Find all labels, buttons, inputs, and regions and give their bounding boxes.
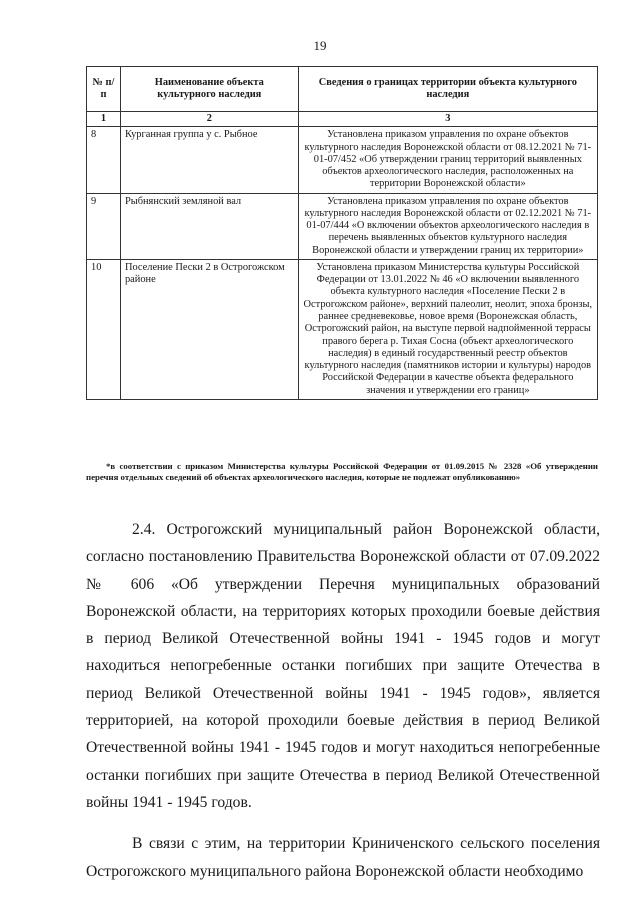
row-number: 9 (87, 193, 121, 259)
table-row (87, 193, 598, 259)
column-number: 1 (87, 112, 121, 127)
boundary-info: Установлена приказом управления по охране объектов культурного наследия Воронежской области от 02.12.2021 № 71-01-07/444 «О включении объектов археологического наследия в перечень выявленных объектов культурного наследия Воронежской области и утверждении границ их территории» (298, 193, 597, 259)
column-number: 2 (120, 112, 298, 127)
paragraph-2-4: 2.4. Острогожский муниципальный район Воронежской области, согласно постановлению Правительства Воронежской области от 07.09.2022 № 606 «Об утверждении Перечня муниципальных образований Воронежской области, на территориях которых проходили боевые действия в период Великой Отечественной войны 1941 - 1945 годов и могут находиться непогребенные останки погибших при защите Отечества в период Великой Отечественной войны 1941 - 1945 годов», является территорией, на которой проходили боевые действия в период Великой Отечественной войны 1941 - 1945 годов и могут находиться непогребенные останки погибших при защите Отечества в период Великой Отечественной войны 1941 - 1945 годов. (86, 521, 600, 811)
table-row (87, 259, 598, 399)
column-number-row (87, 112, 598, 127)
object-name: Рыбнянский земляной вал (120, 193, 298, 259)
column-number: 3 (298, 112, 597, 127)
table-header-row (87, 67, 598, 112)
row-number: 8 (87, 127, 121, 193)
page-number: 19 (313, 38, 327, 53)
header-number: № п/п (87, 67, 121, 112)
heritage-objects-table (86, 66, 598, 400)
row-number: 10 (87, 259, 121, 399)
paragraph-continuation: В связи с этим, на территории Криниченского сельского поселения Острогожского муниципального района Воронежской области необходимо (86, 835, 600, 880)
body-text (86, 516, 600, 899)
table-row (87, 127, 598, 193)
boundary-info: Установлена приказом Министерства культуры Российской Федерации от 13.01.2022 № 46 «О включении выявленного объекта культурного наследия «Поселение Пески 2 в Острогожском районе», верхний палеолит, неолит, эпоха бронзы, раннее средневековье, новое время (Воронежская область, Острогожский район, на выступе первой надпойменной террасы правого берега р. Тихая Сосна (объект археологического наследия) в единый государственный реестр объектов культурного наследия (памятников истории и культуры) народов Российской Федерации в качестве объекта федерального значения и утверждении его границ» (298, 259, 597, 399)
object-name: Курганная группа у с. Рыбное (120, 127, 298, 193)
table-footnote: *в соответствии с приказом Министерства культуры Российской Федерации от 01.09.2015 № 2328 «Об утверждении перечня отдельных сведений об объектах археологического наследия, которые не подлежат опубликованию» (86, 461, 598, 482)
object-name: Поселение Пески 2 в Острогожском районе (120, 259, 298, 399)
header-object-name: Наименование объекта культурного наследия (120, 67, 298, 112)
header-boundary-info: Сведения о границах территории объекта культурного наследия (298, 67, 597, 112)
boundary-info: Установлена приказом управления по охране объектов культурного наследия Воронежской области от 08.12.2021 № 71-01-07/452 «Об утверждении границ территорий выявленных объектов археологического наследия, расположенных на территории Воронежской области» (298, 127, 597, 193)
